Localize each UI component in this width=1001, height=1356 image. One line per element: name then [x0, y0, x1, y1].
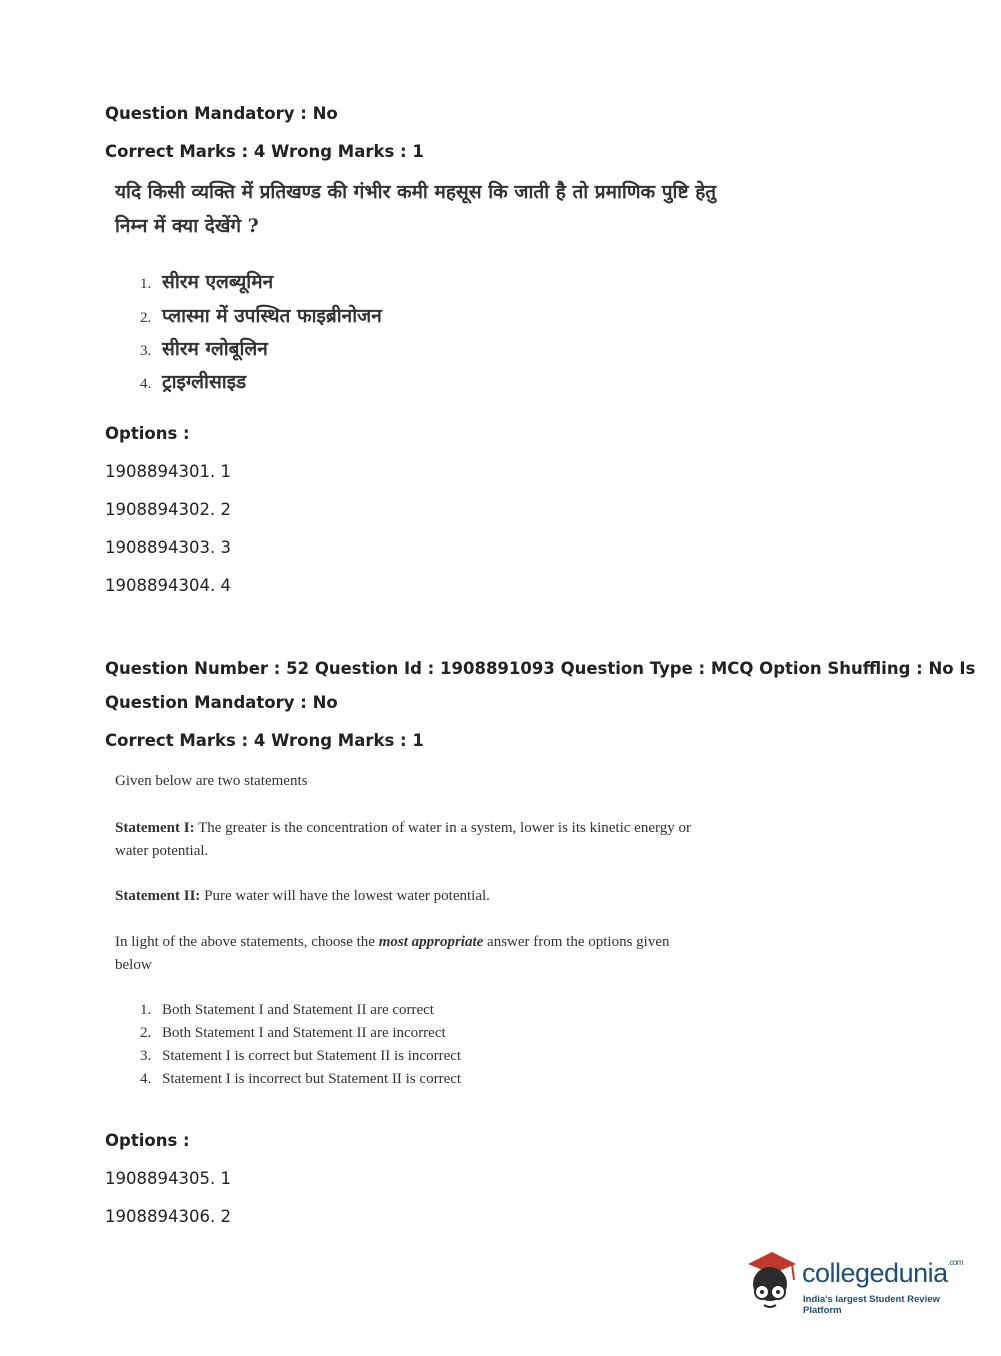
choice-2: 2. प्लास्मा में उपस्थित फाइब्रीनोजन — [140, 305, 382, 327]
option-id-1: 1908894301. 1 — [105, 462, 231, 481]
choice-b-2: 2. Both Statement I and Statement II are incorrect — [140, 1025, 446, 1041]
marks-2: Correct Marks : 4 Wrong Marks : 1 — [105, 731, 424, 750]
question-mandatory-2: Question Mandatory : No — [105, 693, 338, 712]
statement-intro: Given below are two statements — [115, 773, 308, 789]
logo-wordmark: collegedunia$^{.com}$ — [802, 1258, 963, 1288]
statement-1-line2: water potential. — [115, 843, 209, 859]
mascot-icon — [740, 1250, 800, 1312]
instruction-line1: In light of the above statements, choose the most appropriate answer from the options given — [115, 934, 670, 950]
option-id-6: 1908894306. 2 — [105, 1207, 231, 1226]
options-label-2: Options : — [105, 1131, 190, 1150]
statement-1-line1: Statement I: The greater is the concentration of water in a system, lower is its kinetic energy or — [115, 820, 691, 836]
choice-3: 3. सीरम ग्लोबूलिन — [140, 338, 268, 360]
instruction-line2: below — [115, 957, 152, 973]
choice-b-3: 3. Statement I is correct but Statement II is incorrect — [140, 1048, 462, 1064]
option-id-5: 1908894305. 1 — [105, 1169, 231, 1188]
option-id-4: 1908894304. 4 — [105, 576, 231, 595]
marks-1: Correct Marks : 4 Wrong Marks : 1 — [105, 142, 424, 161]
logo-tagline: India's largest Student Review Platform — [803, 1294, 940, 1316]
statement-2: Statement II: Pure water will have the lowest water potential. — [115, 888, 490, 904]
question-text-line2: निम्न में क्या देखेंगे ? — [115, 215, 259, 237]
options-label-1: Options : — [105, 424, 190, 443]
question-text-line1: यदि किसी व्यक्ति में प्रतिखण्ड की गंभीर कमी महसूस कि जाती है तो प्रमाणिक पुष्टि हेतु — [115, 181, 717, 203]
choice-4: 4. ट्राइग्लीसाइड — [140, 371, 247, 393]
choice-b-1: 1. Both Statement I and Statement II are correct — [140, 1002, 434, 1018]
choice-1: 1. सीरम एलब्यूमिन — [140, 271, 274, 293]
question-mandatory-1: Question Mandatory : No — [105, 104, 338, 123]
choice-b-4: 4. Statement I is incorrect but Statement II is correct — [140, 1071, 462, 1087]
question-header-52: Question Number : 52 Question Id : 1908891093 Question Type : MCQ Option Shuffling : No Is — [105, 659, 976, 678]
option-id-3: 1908894303. 3 — [105, 538, 231, 557]
option-id-2: 1908894302. 2 — [105, 500, 231, 519]
collegedunia-logo — [740, 1248, 980, 1318]
